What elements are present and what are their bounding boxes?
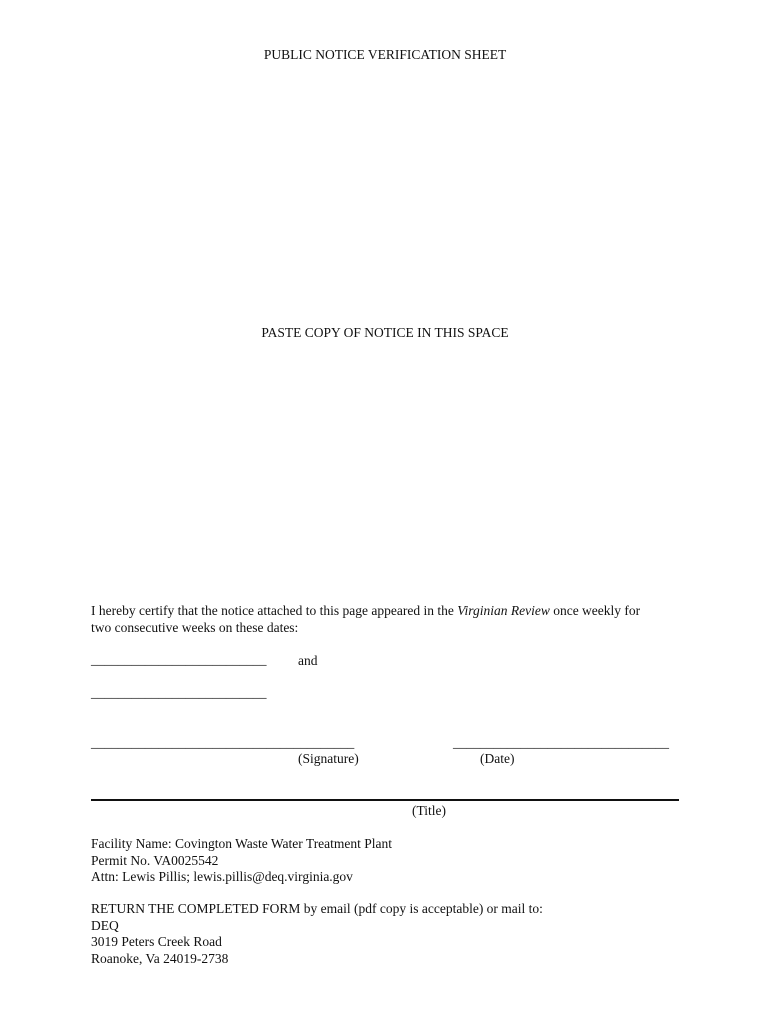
newspaper-name: Virginian Review [457,603,550,618]
second-date-blank[interactable]: __________________________ [91,685,267,700]
return-info [91,901,543,967]
return-city: Roanoke, Va 24019-2738 [91,950,229,966]
page-title: PUBLIC NOTICE VERIFICATION SHEET [263,47,507,62]
certification-line-1 [91,603,640,620]
certification-text-after: once weekly for [549,603,641,618]
facility-info [91,836,392,886]
facility-name: Facility Name: Covington Waste Water Treatment Plant [91,836,393,851]
permit-number: Permit No. VA0025542 [91,852,219,868]
date-line[interactable]: ________________________________ [453,735,669,750]
and-label: and [298,653,318,668]
title-line[interactable] [91,799,679,801]
return-instruction: RETURN THE COMPLETED FORM by email (pdf copy is acceptable) or mail to: [91,901,543,916]
signature-line[interactable]: _______________________________________ [91,735,355,750]
certification-line-2: two consecutive weeks on these dates: [91,620,299,635]
return-org: DEQ [91,917,119,933]
attention-contact: Attn: Lewis Pillis; lewis.pillis@deq.virginia.gov [91,869,353,884]
paste-notice-instruction: PASTE COPY OF NOTICE IN THIS SPACE [261,325,509,340]
date-label: (Date) [480,751,515,766]
signature-label: (Signature) [298,751,359,766]
certification-text-before: I hereby certify that the notice attached to this page appeared in the [91,603,458,618]
title-label: (Title) [412,803,447,818]
first-date-blank[interactable]: __________________________ [91,652,267,667]
return-street: 3019 Peters Creek Road [91,934,222,949]
